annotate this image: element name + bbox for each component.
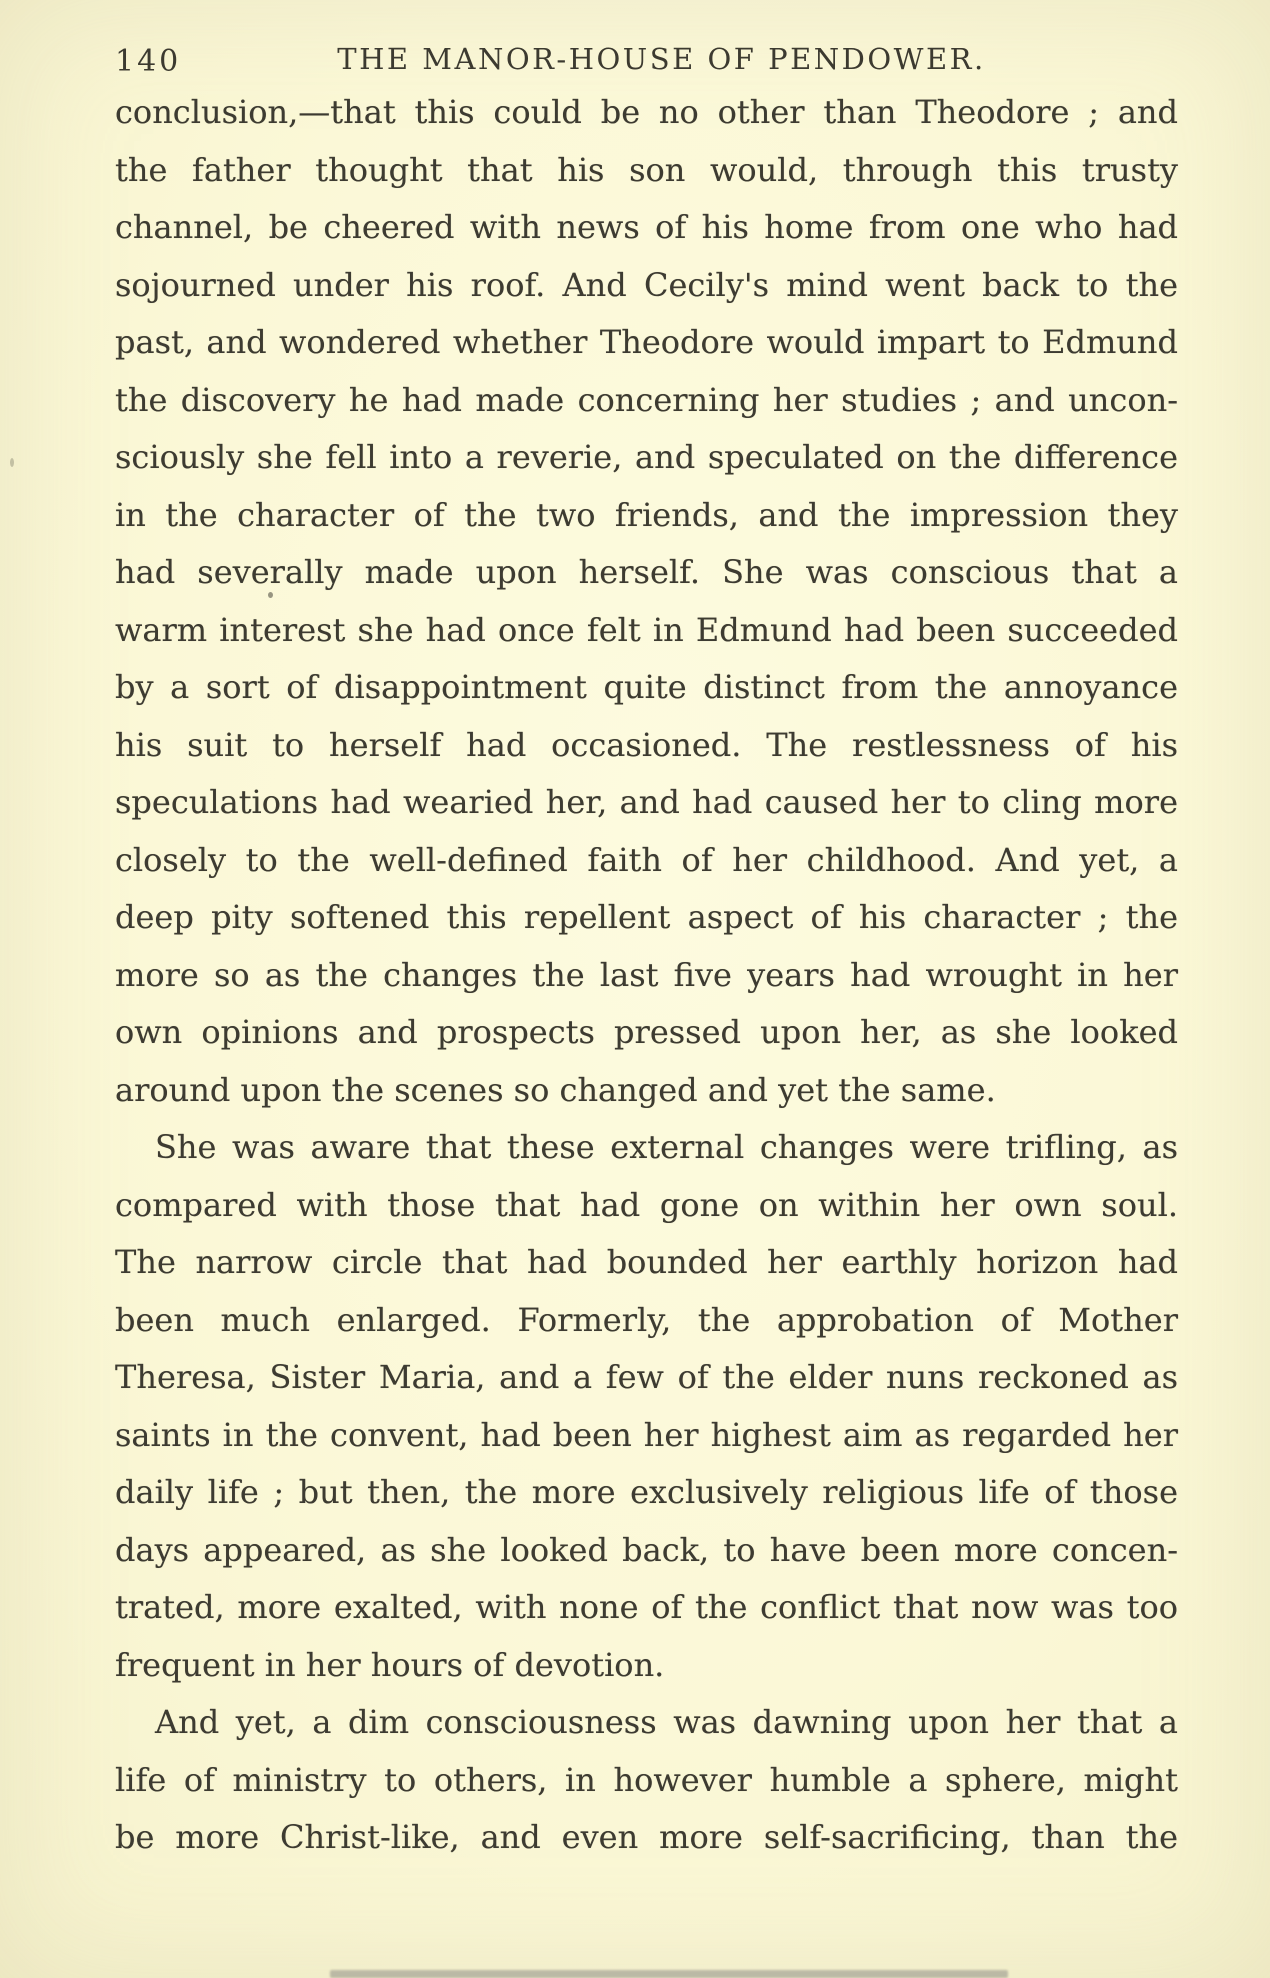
text-line: trated, more exalted, with none of the conflict that now was too [115,1588,1178,1626]
text-line: by a sort of disappointment quite distinct from the annoyance [115,668,1178,706]
text-line: his suit to herself had occasioned. The restlessness of his [115,725,1178,764]
scan-speck [10,458,14,467]
text-line: daily life ; but then, the more exclusively religious life of those [115,1473,1178,1511]
text-line: sojourned under his roof. And Cecily's mind went back to the [115,265,1178,304]
text-line: And yet, a dim consciousness was dawning upon her that a [155,1703,1178,1741]
text-line: saints in the convent, had been her highest aim as regarded her [115,1415,1178,1454]
scan-edge-artifact [330,1970,1008,1978]
body-text [115,84,1178,1867]
text-line: conclusion,—that this could be no other than Theodore ; and [115,93,1178,131]
text-line: compared with those that had gone on within her own soul. [115,1185,1178,1224]
text-line: The narrow circle that had bounded her earthly horizon had [115,1243,1178,1281]
page-number: 140 [115,44,182,79]
text-line: closely to the well-defined faith of her childhood. And yet, a [115,840,1178,879]
scan-speck [268,592,273,598]
text-line: She was aware that these external changes were trifling, as [155,1128,1178,1166]
text-line: around upon the scenes so changed and yet the same. [115,1070,996,1109]
paragraph [115,84,1178,1119]
text-line: channel, be cheered with news of his home from one who had [115,208,1178,246]
text-line: warm interest she had once felt in Edmund had been succeeded [115,610,1178,649]
text-line: sciously she fell into a reverie, and speculated on the difference [115,438,1178,476]
text-line: the father thought that his son would, through this trusty [115,150,1178,189]
paragraph [115,1119,1178,1694]
text-line: own opinions and prospects pressed upon her, as she looked [115,1013,1178,1051]
text-line: the discovery he had made concerning her studies ; and uncon- [115,380,1178,419]
text-line: be more Christ-like, and even more self-sacrificing, than the [115,1818,1178,1856]
text-line: deep pity softened this repellent aspect of his character ; the [115,898,1178,936]
text-line: past, and wondered whether Theodore would impart to Edmund [115,323,1178,361]
text-line: speculations had wearied her, and had caused her to cling more [115,783,1178,821]
text-line: Theresa, Sister Maria, and a few of the elder nuns reckoned as [115,1358,1178,1396]
text-line: in the character of the two friends, and the impression they [115,495,1178,534]
page-header [115,42,1208,82]
text-line: been much enlarged. Formerly, the approbation of Mother [115,1300,1178,1339]
text-line: life of ministry to others, in however humble a sphere, might [115,1760,1178,1799]
text-line: had severally made upon herself. She was conscious that a [115,553,1178,591]
running-title: THE MANOR-HOUSE OF PENDOWER. [337,42,986,76]
paragraph [115,1694,1178,1867]
text-line: days appeared, as she looked back, to have been more concen- [115,1530,1178,1569]
text-line: more so as the changes the last five years had wrought in her [115,955,1178,994]
text-line: frequent in her hours of devotion. [115,1645,665,1684]
